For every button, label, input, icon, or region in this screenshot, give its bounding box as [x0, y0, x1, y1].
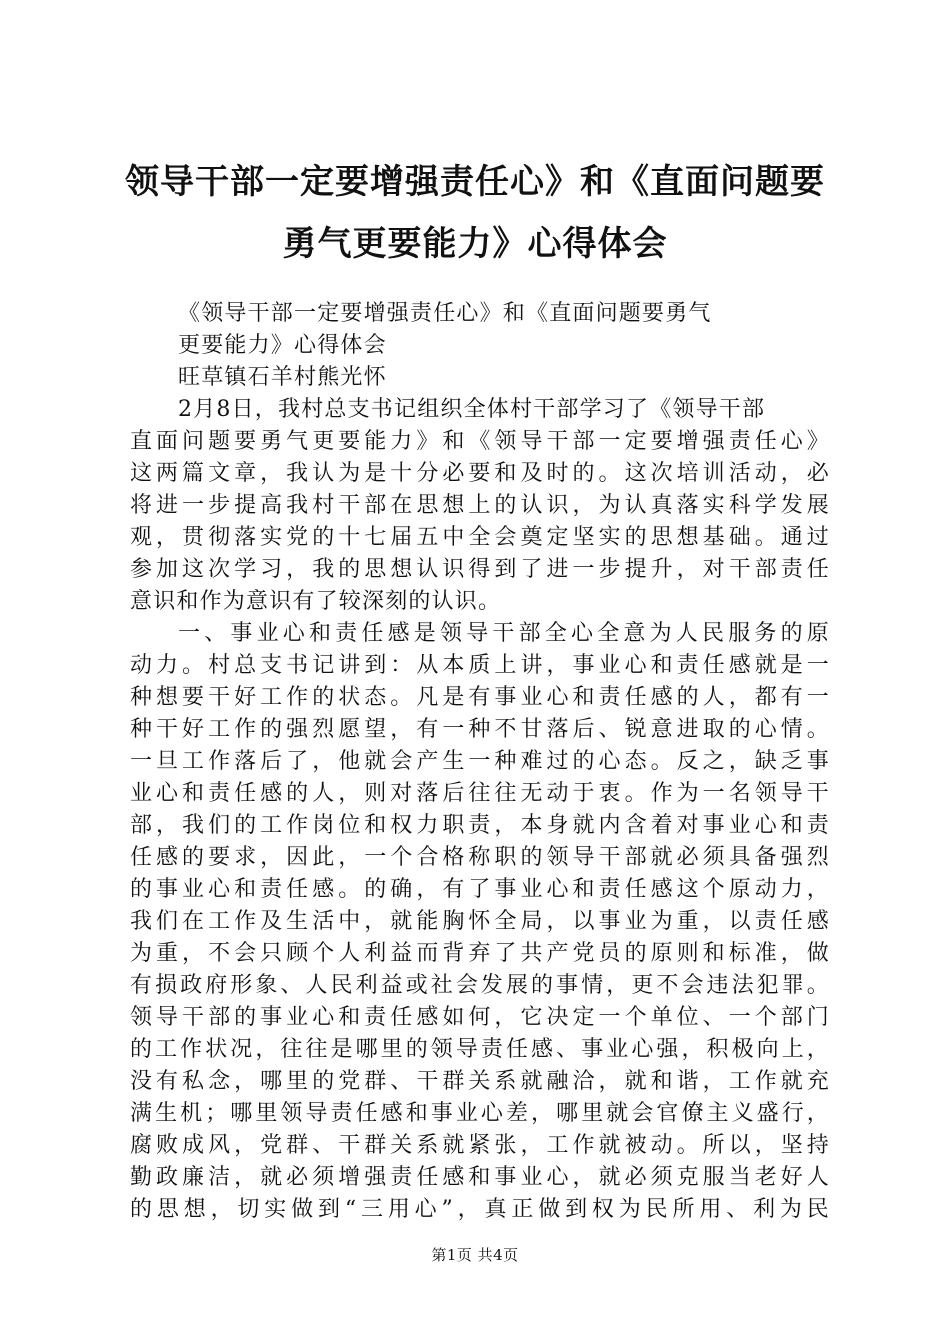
document-title-line-1: 领导干部一定要增强责任心》和《直面问题要	[125, 162, 825, 202]
body-line: 这两篇文章，我认为是十分必要和及时的。这次培训活动，必	[130, 461, 830, 486]
body-line: 业心和责任感的人，则对落后往往无动于衷。作为一名领导干	[130, 781, 830, 806]
body-line: 没有私念，哪里的党群、干群关系就融洽，就和谐，工作就充	[130, 1069, 830, 1094]
body-line: 意识和作为意识有了较深刻的认识。	[130, 589, 502, 614]
body-line: 的思想，切实做到“三用心”，真正做到权为民所用、利为民	[130, 1197, 830, 1222]
body-line: 观，贯彻落实党的十七届五中全会奠定坚实的思想基础。通过	[130, 525, 830, 550]
body-line: 2月8日，我村总支书记组织全体村干部学习了《领导干部	[178, 397, 766, 422]
body-line: 满生机；哪里领导责任感和事业心差，哪里就会官僚主义盛行，	[130, 1101, 830, 1126]
body-line: 有损政府形象、人民利益或社会发展的事情，更不会违法犯罪。	[130, 973, 830, 998]
body-line: 任感的要求，因此，一个合格称职的领导干部就必须具备强烈	[130, 845, 830, 870]
body-line: 一、事业心和责任感是领导干部全心全意为人民服务的原	[178, 621, 830, 646]
body-line: 直面问题要勇气更要能力》和《领导干部一定要增强责任心》	[130, 429, 830, 454]
body-line: 的事业心和责任感。的确，有了事业心和责任感这个原动力，	[130, 877, 830, 902]
body-line: 领导干部的事业心和责任感如何，它决定一个单位、一个部门	[130, 1005, 830, 1030]
document-title-line-2: 勇气更要能力》心得体会	[282, 224, 668, 264]
body-line: 腐败成风，党群、干群关系就紧张，工作就被动。所以，坚持	[130, 1133, 830, 1158]
body-line: 种想要干好工作的状态。凡是有事业心和责任感的人，都有一	[130, 685, 830, 710]
author-line: 旺草镇石羊村熊光怀	[178, 365, 387, 390]
body-line: 部，我们的工作岗位和权力职责，本身就内含着对事业心和责	[130, 813, 830, 838]
body-line: 参加这次学习，我的思想认识得到了进一步提升，对干部责任	[130, 557, 830, 582]
page-number-footer: 第1页 共4页	[431, 1246, 519, 1264]
body-line: 勤政廉洁，就必须增强责任感和事业心，就必须克服当老好人	[130, 1165, 830, 1190]
body-line: 将进一步提高我村干部在思想上的认识，为认真落实科学发展	[130, 493, 830, 518]
body-line: 为重，不会只顾个人利益而背弃了共产党员的原则和标准，做	[130, 941, 830, 966]
body-line: 我们在工作及生活中，就能胸怀全局，以事业为重，以责任感	[130, 909, 830, 934]
body-line: 种干好工作的强烈愿望，有一种不甘落后、锐意进取的心情。	[130, 717, 830, 742]
body-line: 的工作状况，往往是哪里的领导责任感、事业心强，积极向上，	[130, 1037, 830, 1062]
body-line: 一旦工作落后了，他就会产生一种难过的心态。反之，缺乏事	[130, 749, 830, 774]
body-line: 动力。村总支书记讲到：从本质上讲，事业心和责任感就是一	[130, 653, 830, 678]
subtitle-line-2: 更要能力》心得体会	[178, 333, 387, 358]
subtitle-line-1: 《领导干部一定要增强责任心》和《直面问题要勇气	[178, 301, 712, 326]
